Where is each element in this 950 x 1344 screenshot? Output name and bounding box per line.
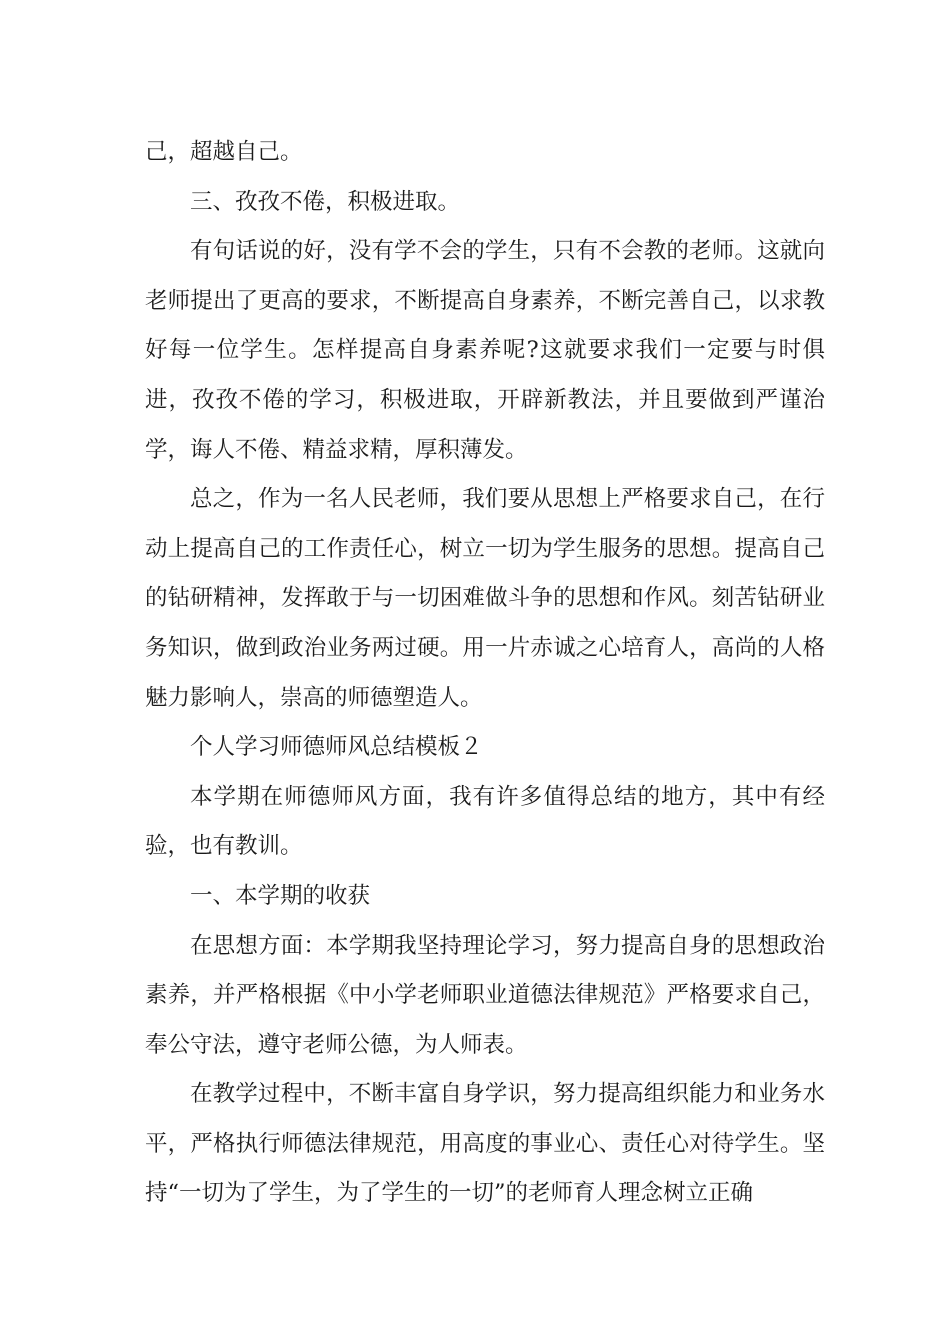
paragraph-conclusion: 总之，作为一名人民老师，我们要从思想上严格要求自己，在行动上提高自己的工作责任心，树立一切为学生服务的思想。提高自己的钻研精神，发挥敢于与一切困难做斗争的思想和作风。刻苦钻研业务知识，做到政治业务两过硬。用一片赤诚之心培育人，高尚的人格魅力影响人，崇高的师德塑造人。: [145, 486, 825, 711]
paragraph-semester-intro: 本学期在师德师风方面，我有许多值得总结的地方，其中有经验，也有教训。: [145, 783, 825, 860]
paragraph-self-improvement: 有句话说的好，没有学不会的学生，只有不会教的老师。这就向老师提出了更高的要求，不断提高自身素养，不断完善自己，以求教好每一位学生。怎样提高自身素养呢?这就要求我们一定要与时俱进，孜孜不倦的学习，积极进取，开辟新教法，并且要做到严谨治学，诲人不倦、精益求精，厚积薄发。: [145, 238, 825, 463]
section-heading-diligence: 三、孜孜不倦，积极进取。: [190, 188, 461, 215]
template-title: 个人学习师德师风总结模板２: [190, 734, 483, 761]
document-body: [145, 128, 825, 1219]
paragraph-ideology: 在思想方面：本学期我坚持理论学习，努力提高自身的思想政治素养，并严格根据《中小学老师职业道德法律规范》严格要求自己，奉公守法，遵守老师公德，为人师表。: [145, 932, 825, 1058]
section-heading-gains: 一、本学期的收获: [190, 882, 371, 909]
paragraph-continuation: 己，超越自己。: [145, 139, 303, 165]
paragraph-teaching-process: 在教学过程中，不断丰富自身学识，努力提高组织能力和业务水平，严格执行师德法律规范，用高度的事业心、责任心对待学生。坚持“一切为了学生，为了学生的一切”的老师育人理念树立正确: [145, 1081, 825, 1207]
